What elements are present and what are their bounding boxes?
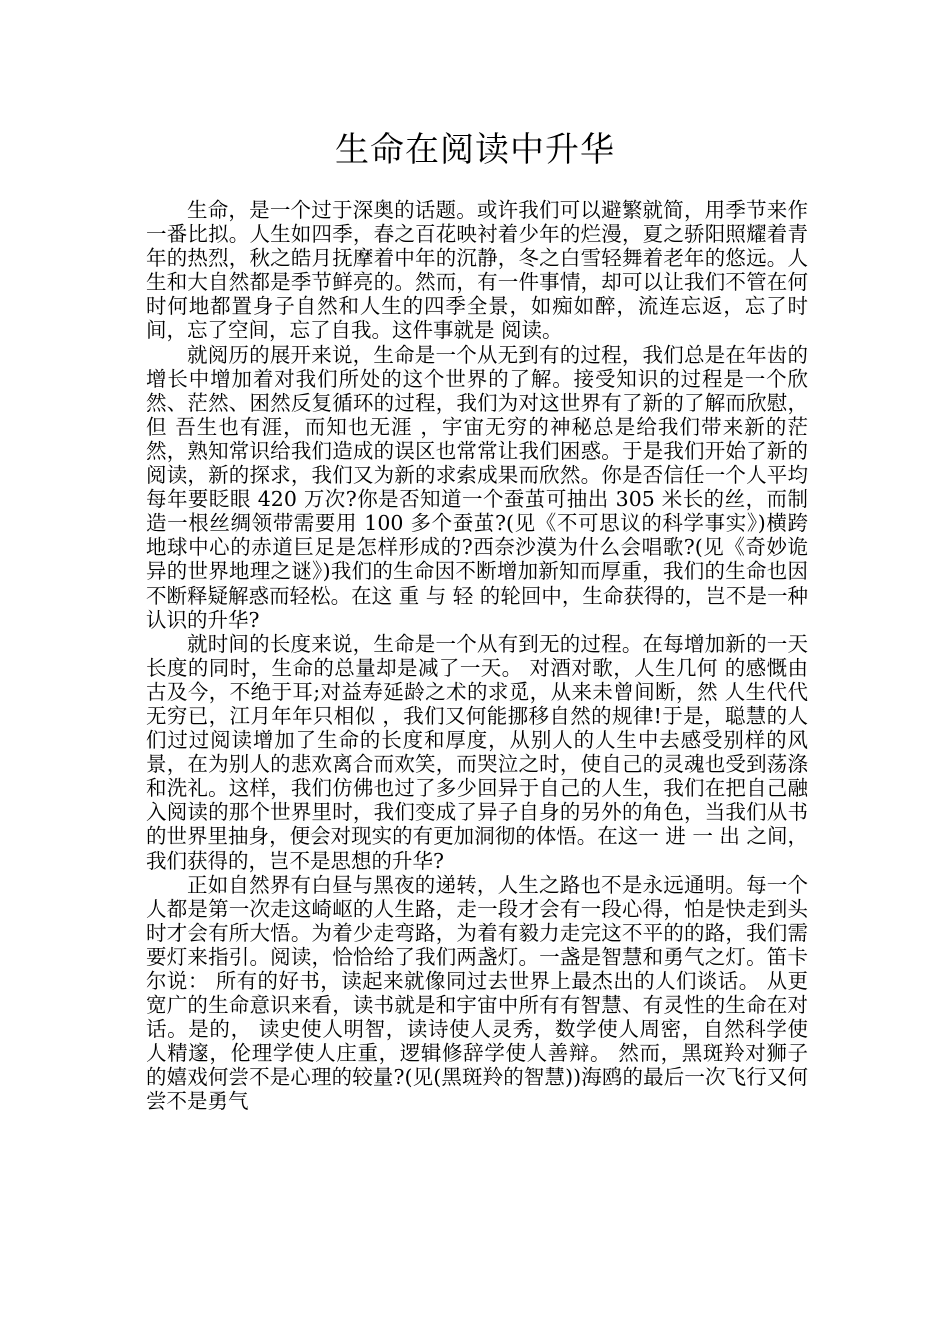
paragraph-4: 正如自然界有白昼与黑夜的递转，人生之路也不是永远通明。每一个人都是第一次走这崎岖的人生路，走一段才会有一段心得，怕是快走到头时才会有所大悟。为着少走弯路，为着有毅力走完这不平的的路，我们需要灯来指引。阅读，恰恰给了我们两盏灯。一盏是智慧和勇气之灯。笛卡尔说： 所有的好书，读起来就像同过去世界上最杰出的人们谈话。 从更宽广的生命意识来看，读书就是和宇宙中所有有智慧、有灵性的生命在对话。是的， 读史使人明智，读诗使人灵秀，数学使人周密，自然科学使人精邃，伦理学使人庄重，逻辑修辞学使人善辩。 然而，黑斑羚对狮子的嬉戏何尝不是心理的较量?(见(黑斑羚的智慧))海鸥的最后一次飞行又何尝不是勇气: [146, 872, 808, 1114]
paragraph-1: 生命，是一个过于深奥的话题。或许我们可以避繁就简，用季节来作一番比拟。人生如四季，春之百花映衬着少年的烂漫，夏之骄阳照耀着青年的热烈，秋之皓月抚摩着中年的沉静，冬之白雪轻舞着老年的悠远。人生和大自然都是季节鲜亮的。然而，有一件事情，却可以让我们不管在何时何地都置身子自然和人生的四季全景，如痴如醉，流连忘返，忘了时间，忘了空间，忘了自我。这件事就是 阅读。: [146, 198, 808, 343]
paragraph-2: 就阅历的展开来说，生命是一个从无到有的过程，我们总是在年齿的增长中增加着对我们所处的这个世界的了解。接受知识的过程是一个欣然、茫然、困然反复循环的过程，我们为对这世界有了新的了解而欣慰，但 吾生也有涯，而知也无涯 ，宇宙无穷的神秘总是给我们带来新的茫然，熟知常识给我们造成的误区也常常让我们困惑。于是我们开始了新的阅读，新的探求，我们又为新的求索成果而欣然。你是否信任一个人平均每年要眨眼 420 万次?你是否知道一个蚕茧可抽出 305 米长的丝，而制造一根丝绸领带需要用 100 多个蚕茧?(见《不可思议的科学事实》)横跨地球中心的赤道巨足是怎样形成的?西奈沙漠为什么会唱歌?(见《奇妙诡异的世界地理之谜》)我们的生命因不断增加新知而厚重，我们的生命也因不断释疑解惑而轻松。在这 重 与 轻 的轮回中，生命获得的，岂不是一种认识的升华?: [146, 342, 808, 632]
document-body: [146, 198, 808, 1114]
document-title: 生命在阅读中升华: [335, 130, 615, 170]
paragraph-3: 就时间的长度来说，生命是一个从有到无的过程。在每增加新的一天长度的同时，生命的总量却是减了一天。 对酒对歌，人生几何 的感慨由古及今，不绝于耳;对益寿延龄之术的求觅，从来未曾间断，然 人生代代无穷已，江月年年只相似 ，我们又何能挪移自然的规律!于是，聪慧的人们过过阅读增加了生命的长度和厚度，从别人的人生中去感受别样的风景，在为别人的悲欢离合而欢笑，而哭泣之时，使自己的灵魂也受到荡涤和洗礼。这样，我们仿佛也过了多少回异于自己的人生，我们在把自己融入阅读的那个世界里时，我们变成了异子自身的另外的角色，当我们从书的世界里抽身，便会对现实的有更加洞彻的体悟。在这一 进 一 出 之间，我们获得的，岂不是思想的升华?: [146, 631, 808, 873]
